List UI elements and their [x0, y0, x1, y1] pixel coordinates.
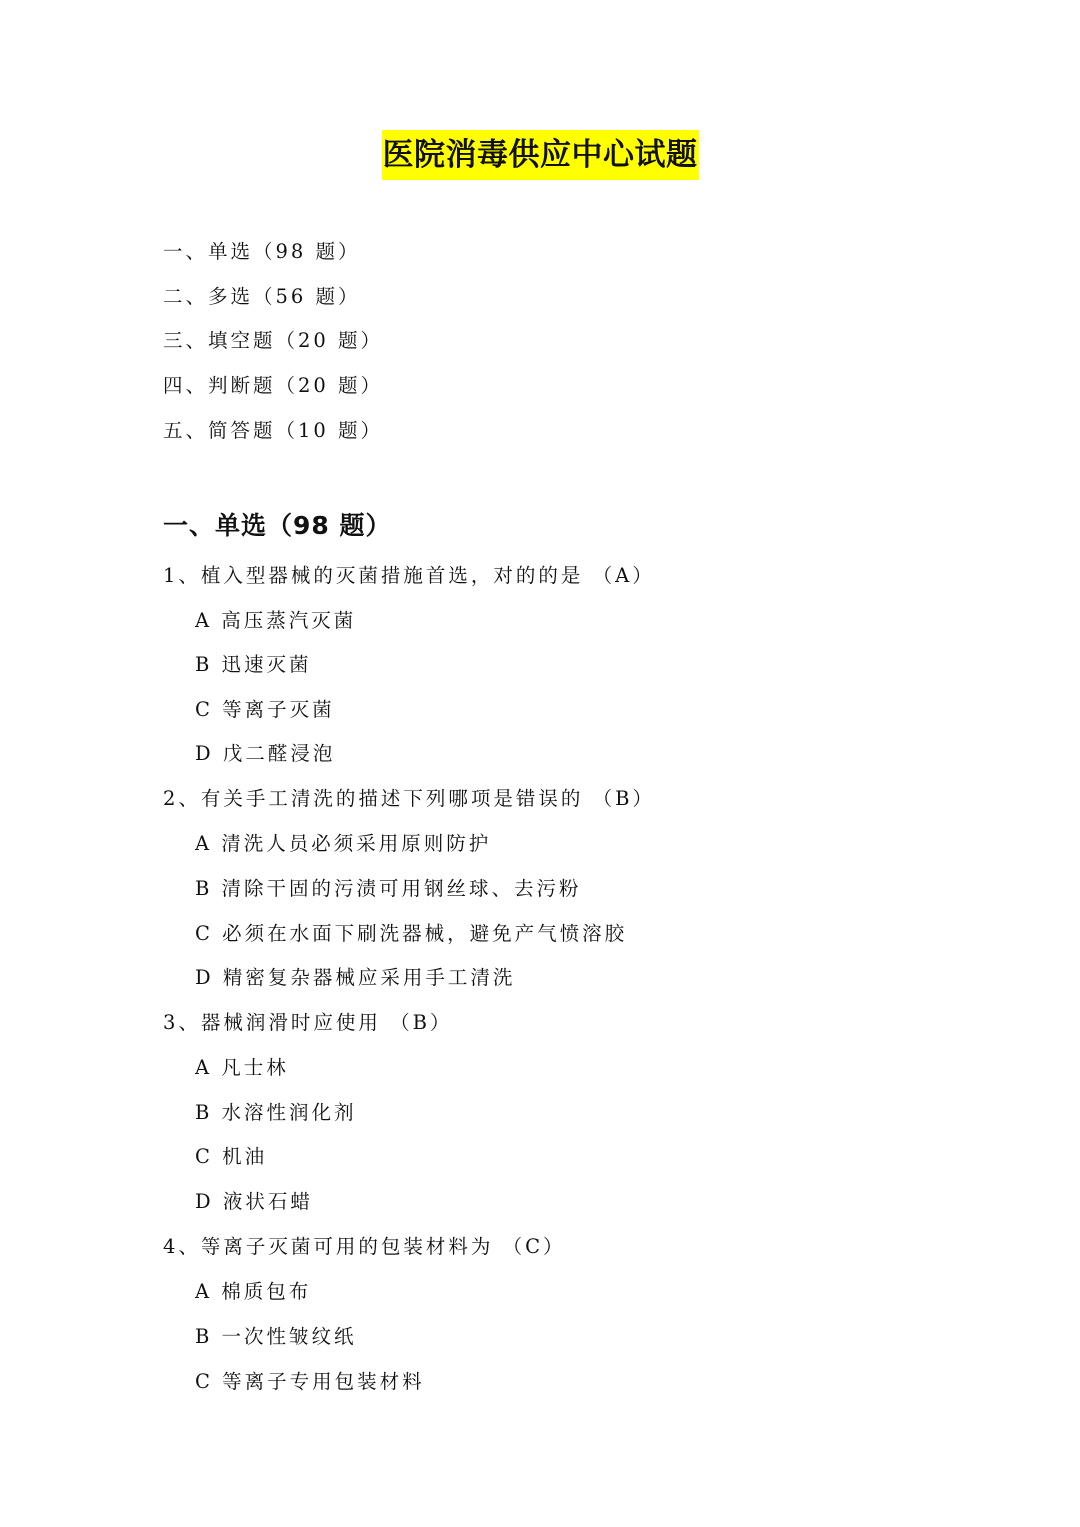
section-heading: 一、单选（98 题）: [163, 511, 392, 540]
question-option: B 迅速灭菌: [195, 653, 312, 676]
toc-item: 三、填空题（20 题）: [163, 329, 384, 352]
question-option: D 精密复杂器械应采用手工清洗: [195, 966, 516, 989]
question-option: D 戊二醛浸泡: [195, 742, 336, 765]
question-stem: 1、植入型器械的灭菌措施首选，对的的是 （A）: [163, 564, 655, 587]
toc-item: 一、单选（98 题）: [163, 240, 361, 263]
question-option: C 机油: [195, 1145, 268, 1168]
question-option: A 凡士林: [195, 1056, 289, 1079]
question-option: A 高压蒸汽灭菌: [195, 609, 357, 632]
question-stem: 4、等离子灭菌可用的包装材料为 （C）: [163, 1235, 566, 1258]
question-option: C 等离子专用包装材料: [195, 1370, 425, 1393]
question-stem: 3、器械润滑时应使用 （B）: [163, 1011, 453, 1034]
question-option: D 液状石蜡: [195, 1190, 313, 1213]
question-option: B 一次性皱纹纸: [195, 1325, 357, 1348]
question-option: B 清除干固的污渍可用钢丝球、去污粉: [195, 877, 582, 900]
toc-item: 四、判断题（20 题）: [163, 374, 384, 397]
question-stem: 2、有关手工清洗的描述下列哪项是错误的 （B）: [163, 787, 655, 810]
question-option: B 水溶性润化剂: [195, 1101, 357, 1124]
question-option: C 必须在水面下刷洗器械，避免产气愤溶胶: [195, 922, 628, 945]
question-option: A 棉质包布: [195, 1280, 312, 1303]
toc-item: 二、多选（56 题）: [163, 285, 361, 308]
question-option: C 等离子灭菌: [195, 698, 335, 721]
document-title: [0, 130, 1080, 180]
question-option: A 清洗人员必须采用原则防护: [195, 832, 492, 855]
toc-item: 五、简答题（10 题）: [163, 419, 384, 442]
document-title-text: 医院消毒供应中心试题: [382, 130, 699, 180]
